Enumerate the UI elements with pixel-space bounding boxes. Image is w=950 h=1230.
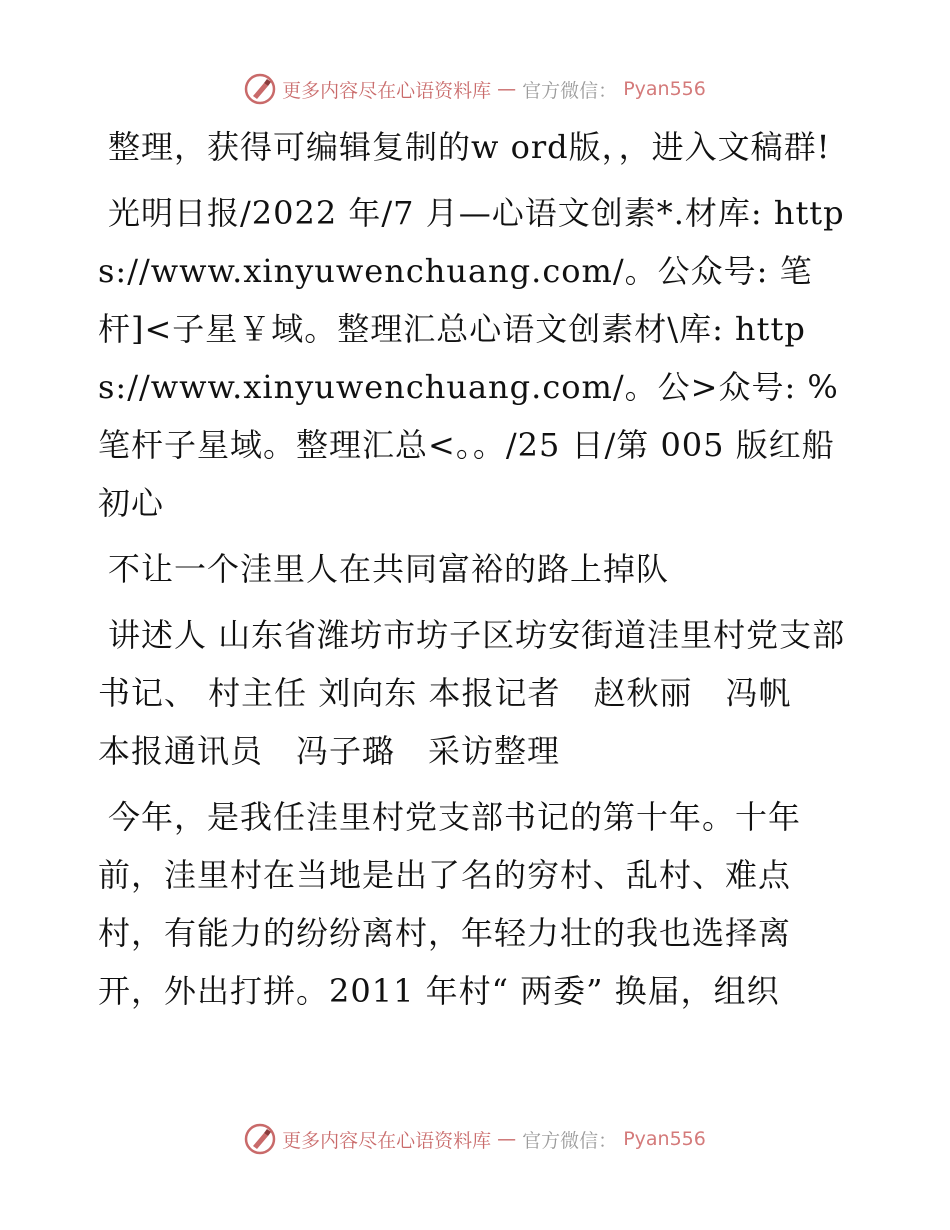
watermark-subtext: 官方微信： [522,79,618,102]
pen-logo-icon [244,73,276,105]
paragraph-intro: 整理，获得可编辑复制的w ord版，，进入文稿群! [108,128,831,166]
watermark-separator: — [497,78,517,100]
watermark-text: 更多内容尽在心语资料库 [282,1129,492,1152]
paragraph-source: 光明日报/2022 年/7 月—心语文创素*.材库: https://www.xinyuwenchuang.com/。公众号: 笔杆]<子星￥域。整理汇总心语文创素材\库: https://www.xinyuwenchuang.com/。公>众号: %笔杆子星域。整理汇总<。。/25 日/第 005 版红船初心 [98,194,845,522]
watermark-subtext: 官方微信： [522,1129,618,1152]
paragraph-byline: 讲述人 山东省潍坊市坊子区坊安街道洼里村党支部书记、 村主任 刘向东 本报记者 赵秋丽 冯帆 本报通讯员 冯子璐 采访整理 [98,616,846,770]
paragraph-body: 今年，是我任洼里村党支部书记的第十年。十年前，洼里村在当地是出了名的穷村、乱村、难点村，有能力的纷纷离村，年轻力壮的我也选择离开，外出打拼。2011 年村“ 两委” 换届，组织 [98,798,802,1010]
watermark-id: Pyan556 [623,78,706,100]
pen-logo-icon [244,1123,276,1155]
article-body [98,118,848,1028]
footer-watermark [0,1121,950,1157]
watermark-text: 更多内容尽在心语资料库 [282,79,492,102]
watermark-separator: — [497,1128,517,1150]
watermark-id: Pyan556 [623,1128,706,1150]
header-watermark [0,71,950,107]
article-title: 不让一个洼里人在共同富裕的路上掉队 [108,550,670,588]
